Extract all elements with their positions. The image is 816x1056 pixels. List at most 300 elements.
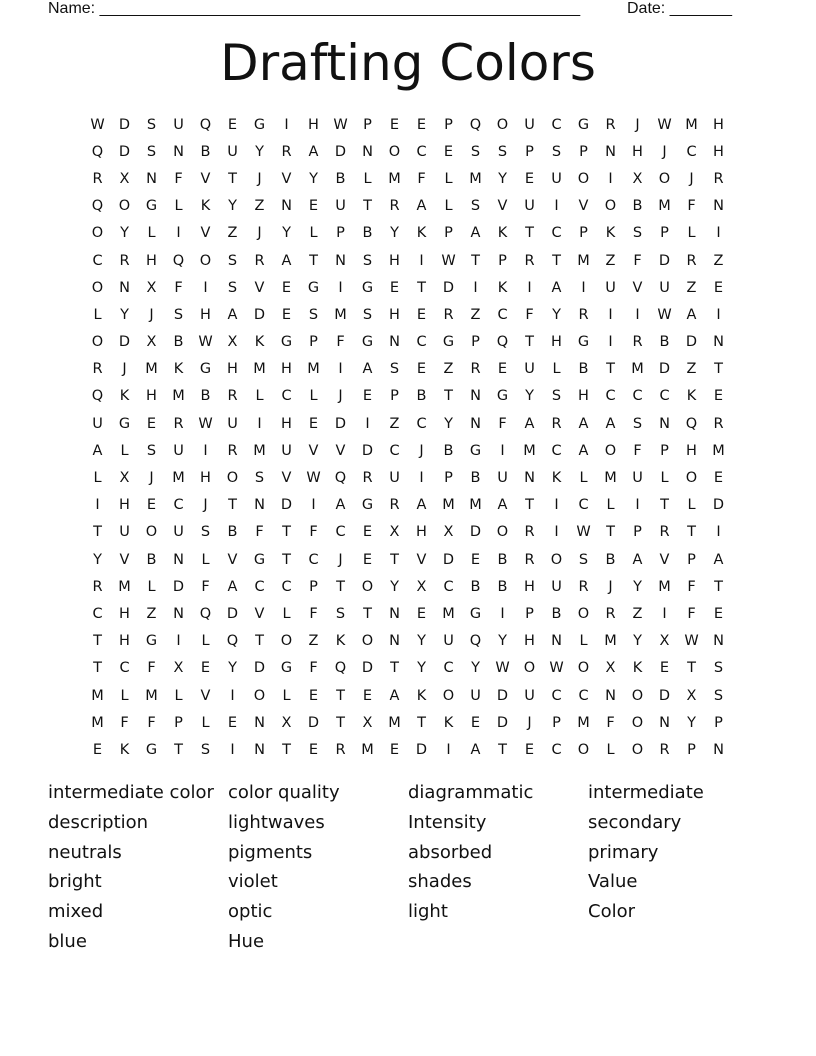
grid-letter: D	[118, 334, 131, 351]
grid-letter: E	[308, 415, 319, 432]
grid-letter: I	[176, 633, 181, 650]
grid-row	[84, 519, 732, 546]
grid-letter: Y	[498, 170, 507, 187]
grid-letter: I	[230, 741, 235, 758]
grid-letter: M	[658, 198, 671, 215]
grid-letter: N	[659, 714, 670, 731]
grid-letter: K	[497, 225, 508, 242]
grid-letter: I	[203, 442, 208, 459]
grid-letter: K	[173, 361, 184, 378]
grid-letter: M	[577, 252, 590, 269]
grid-letter: J	[149, 306, 154, 323]
grid-letter: H	[551, 334, 562, 351]
grid-letter: E	[713, 605, 724, 622]
grid-letter: B	[173, 334, 184, 351]
grid-letter: O	[226, 470, 239, 487]
grid-letter: S	[146, 442, 157, 459]
grid-letter: T	[687, 524, 696, 541]
grid-letter: K	[335, 633, 346, 650]
grid-letter: R	[713, 170, 724, 187]
page-title: Drafting Colors	[220, 34, 596, 92]
grid-letter: Z	[443, 361, 454, 378]
grid-letter: J	[203, 497, 208, 514]
grid-letter: V	[578, 198, 589, 215]
grid-letter: K	[686, 388, 697, 405]
grid-letter: F	[687, 605, 696, 622]
grid-letter: O	[118, 198, 131, 215]
word-bank-item: Hue	[228, 930, 265, 952]
grid-letter: H	[200, 306, 211, 323]
grid-letter: V	[227, 551, 238, 568]
grid-letter: S	[362, 252, 373, 269]
grid-letter: N	[470, 388, 481, 405]
grid-letter: E	[227, 116, 238, 133]
grid-letter: C	[659, 388, 670, 405]
grid-letter: D	[469, 524, 482, 541]
grid-letter: K	[605, 225, 616, 242]
grid-letter: I	[662, 605, 667, 622]
grid-letter: C	[119, 660, 130, 677]
grid-letter: C	[686, 143, 697, 160]
header	[48, 0, 748, 18]
grid-letter: W	[495, 660, 510, 677]
grid-letter: U	[524, 687, 535, 704]
grid-letter: D	[334, 415, 347, 432]
grid-letter: Y	[525, 388, 534, 405]
grid-letter: B	[146, 551, 157, 568]
grid-letter: Y	[228, 660, 237, 677]
grid-letter: O	[361, 578, 374, 595]
grid-letter: X	[686, 687, 697, 704]
grid-letter: I	[716, 524, 721, 541]
grid-letter: P	[687, 741, 696, 758]
grid-letter: A	[335, 497, 346, 514]
grid-letter: P	[633, 524, 642, 541]
grid-letter: M	[388, 170, 401, 187]
word-bank-item: optic	[228, 901, 273, 923]
grid-letter: T	[336, 714, 345, 731]
grid-letter: D	[658, 687, 671, 704]
grid-letter: O	[91, 279, 104, 296]
grid-letter: S	[254, 470, 265, 487]
grid-letter: L	[93, 470, 102, 487]
grid-letter: N	[173, 605, 184, 622]
grid-letter: Y	[471, 660, 480, 677]
grid-letter: O	[631, 687, 644, 704]
grid-letter: P	[444, 470, 453, 487]
grid-letter: E	[308, 741, 319, 758]
word-bank-item: Value	[588, 871, 638, 893]
grid-letter: J	[338, 388, 343, 405]
grid-letter: P	[552, 714, 561, 731]
grid-letter: W	[684, 633, 699, 650]
grid-letter: I	[554, 524, 559, 541]
grid-row	[84, 356, 732, 383]
grid-letter: F	[309, 660, 318, 677]
grid-letter: T	[174, 741, 183, 758]
grid-letter: I	[230, 687, 235, 704]
grid-row	[84, 220, 732, 247]
grid-letter: E	[146, 497, 157, 514]
grid-letter: O	[361, 633, 374, 650]
grid-letter: R	[389, 198, 400, 215]
grid-letter: I	[203, 279, 208, 296]
grid-letter: J	[608, 578, 613, 595]
grid-row	[84, 111, 732, 138]
grid-letter: J	[662, 143, 667, 160]
grid-letter: R	[524, 551, 535, 568]
grid-letter: E	[92, 741, 103, 758]
grid-letter: H	[281, 415, 292, 432]
grid-letter: X	[281, 714, 292, 731]
grid-letter: L	[444, 198, 453, 215]
grid-letter: P	[471, 334, 480, 351]
grid-letter: C	[416, 415, 427, 432]
grid-letter: L	[687, 497, 696, 514]
grid-letter: H	[119, 605, 130, 622]
grid-letter: C	[551, 741, 562, 758]
word-bank-item: secondary	[588, 811, 682, 833]
grid-letter: X	[443, 524, 454, 541]
grid-letter: M	[172, 470, 185, 487]
grid-letter: L	[660, 470, 669, 487]
grid-letter: Q	[334, 660, 347, 677]
grid-letter: W	[549, 660, 564, 677]
grid-letter: T	[363, 605, 372, 622]
grid-letter: L	[201, 714, 210, 731]
grid-letter: T	[525, 497, 534, 514]
grid-letter: U	[281, 442, 292, 459]
grid-letter: L	[282, 687, 291, 704]
grid-letter: B	[443, 442, 454, 459]
word-bank-item: violet	[228, 871, 278, 893]
grid-letter: N	[659, 415, 670, 432]
grid-letter: A	[470, 225, 481, 242]
grid-letter: Y	[120, 306, 129, 323]
grid-letter: E	[443, 143, 454, 160]
grid-letter: U	[524, 198, 535, 215]
grid-letter: I	[446, 741, 451, 758]
grid-letter: E	[470, 551, 481, 568]
grid-letter: X	[605, 660, 616, 677]
grid-letter: O	[523, 660, 536, 677]
grid-letter: V	[632, 279, 643, 296]
grid-letter: C	[605, 388, 616, 405]
grid-letter: O	[91, 334, 104, 351]
grid-letter: O	[496, 116, 509, 133]
grid-letter: I	[338, 279, 343, 296]
grid-letter: L	[579, 470, 588, 487]
grid-letter: H	[524, 633, 535, 650]
grid-letter: V	[254, 605, 265, 622]
grid-letter: M	[307, 361, 320, 378]
word-bank-item: blue	[48, 930, 87, 952]
grid-letter: R	[524, 524, 535, 541]
grid-letter: L	[120, 442, 129, 459]
grid-letter: F	[417, 170, 426, 187]
grid-letter: Y	[687, 714, 696, 731]
grid-letter: X	[146, 334, 157, 351]
grid-letter: R	[92, 170, 103, 187]
grid-letter: Q	[334, 470, 347, 487]
grid-letter: P	[444, 116, 453, 133]
grid-row	[84, 410, 732, 437]
grid-letter: E	[713, 388, 724, 405]
grid-letter: M	[91, 714, 104, 731]
grid-letter: H	[146, 388, 157, 405]
grid-letter: C	[254, 578, 265, 595]
grid-row	[84, 329, 732, 356]
grid-letter: H	[281, 361, 292, 378]
grid-letter: A	[497, 497, 508, 514]
grid-letter: L	[174, 687, 183, 704]
grid-letter: O	[496, 524, 509, 541]
grid-letter: D	[658, 361, 671, 378]
grid-letter: N	[173, 143, 184, 160]
grid-letter: B	[335, 170, 346, 187]
grid-letter: K	[200, 198, 211, 215]
grid-letter: O	[550, 551, 563, 568]
grid-letter: G	[361, 497, 374, 514]
grid-letter: C	[551, 687, 562, 704]
grid-letter: F	[606, 714, 615, 731]
grid-letter: M	[604, 633, 617, 650]
grid-letter: Y	[390, 578, 399, 595]
grid-letter: C	[308, 551, 319, 568]
grid-letter: L	[93, 306, 102, 323]
grid-letter: X	[632, 170, 643, 187]
grid-letter: R	[92, 578, 103, 595]
grid-letter: I	[554, 497, 559, 514]
grid-letter: T	[552, 252, 561, 269]
grid-letter: E	[389, 116, 400, 133]
grid-letter: F	[255, 524, 264, 541]
grid-letter: L	[687, 225, 696, 242]
grid-row	[84, 138, 732, 165]
grid-letter: I	[608, 170, 613, 187]
grid-letter: K	[443, 714, 454, 731]
grid-letter: X	[119, 170, 130, 187]
grid-letter: O	[577, 660, 590, 677]
grid-letter: L	[282, 605, 291, 622]
grid-letter: C	[551, 116, 562, 133]
grid-letter: Z	[254, 198, 265, 215]
grid-letter: C	[92, 605, 103, 622]
grid-row	[84, 165, 732, 192]
grid-letter: S	[146, 143, 157, 160]
grid-letter: P	[390, 388, 399, 405]
grid-letter: M	[442, 605, 455, 622]
grid-letter: L	[363, 170, 372, 187]
grid-letter: T	[498, 741, 507, 758]
grid-letter: C	[497, 306, 508, 323]
word-bank-item: intermediate	[588, 782, 704, 803]
grid-letter: M	[91, 687, 104, 704]
grid-letter: K	[551, 470, 562, 487]
grid-letter: T	[228, 170, 237, 187]
grid-letter: T	[309, 252, 318, 269]
grid-letter: H	[632, 143, 643, 160]
grid-letter: A	[227, 306, 238, 323]
grid-letter: S	[362, 306, 373, 323]
grid-letter: D	[496, 687, 509, 704]
grid-letter: G	[145, 198, 158, 215]
grid-letter: H	[389, 252, 400, 269]
grid-letter: I	[500, 442, 505, 459]
grid-letter: E	[389, 741, 400, 758]
grid-letter: R	[281, 143, 292, 160]
grid-letter: Q	[496, 334, 509, 351]
grid-letter: P	[579, 225, 588, 242]
grid-letter: B	[605, 551, 616, 568]
grid-letter: G	[253, 116, 266, 133]
grid-letter: A	[551, 279, 562, 296]
grid-letter: K	[119, 741, 130, 758]
grid-letter: F	[309, 605, 318, 622]
grid-letter: T	[282, 551, 291, 568]
grid-letter: U	[470, 687, 481, 704]
grid-letter: I	[608, 306, 613, 323]
grid-letter: A	[578, 415, 589, 432]
grid-letter: O	[442, 687, 455, 704]
grid-letter: R	[227, 388, 238, 405]
grid-letter: J	[122, 361, 127, 378]
grid-letter: Z	[389, 415, 400, 432]
grid-letter: N	[713, 633, 724, 650]
grid-letter: M	[604, 470, 617, 487]
grid-letter: L	[309, 388, 318, 405]
grid-letter: S	[470, 198, 481, 215]
grid-letter: V	[659, 551, 670, 568]
grid-letter: G	[307, 279, 320, 296]
grid-letter: J	[149, 470, 154, 487]
grid-letter: D	[118, 116, 131, 133]
grid-letter: K	[416, 225, 427, 242]
grid-letter: C	[389, 442, 400, 459]
grid-letter: R	[173, 415, 184, 432]
grid-letter: M	[253, 361, 266, 378]
grid-letter: Q	[469, 633, 482, 650]
grid-letter: L	[201, 551, 210, 568]
grid-letter: O	[685, 470, 698, 487]
grid-letter: O	[577, 605, 590, 622]
grid-letter: F	[201, 578, 210, 595]
grid-letter: R	[470, 361, 481, 378]
grid-row	[84, 464, 732, 491]
grid-letter: I	[473, 279, 478, 296]
grid-letter: L	[552, 361, 561, 378]
grid-letter: D	[253, 306, 266, 323]
grid-letter: U	[227, 415, 238, 432]
grid-letter: F	[147, 714, 156, 731]
grid-letter: T	[336, 687, 345, 704]
grid-letter: B	[632, 198, 643, 215]
grid-letter: T	[93, 633, 102, 650]
grid-letter: Y	[255, 143, 264, 160]
word-bank-item: Intensity	[408, 811, 487, 833]
grid-letter: R	[605, 116, 616, 133]
grid-letter: C	[281, 578, 292, 595]
grid-letter: G	[145, 741, 158, 758]
grid-letter: N	[389, 633, 400, 650]
grid-letter: B	[497, 578, 508, 595]
grid-letter: T	[417, 714, 426, 731]
grid-letter: E	[281, 279, 292, 296]
grid-letter: H	[686, 442, 697, 459]
grid-letter: F	[633, 442, 642, 459]
grid-letter: O	[631, 741, 644, 758]
grid-letter: Y	[552, 306, 561, 323]
grid-letter: D	[118, 143, 131, 160]
grid-letter: H	[578, 388, 589, 405]
grid-letter: W	[441, 252, 456, 269]
grid-letter: X	[173, 660, 184, 677]
grid-letter: I	[284, 116, 289, 133]
grid-row	[84, 682, 732, 709]
grid-letter: E	[308, 198, 319, 215]
grid-letter: X	[659, 633, 670, 650]
grid-letter: D	[280, 497, 293, 514]
grid-letter: C	[578, 497, 589, 514]
grid-letter: L	[120, 687, 129, 704]
grid-row	[84, 736, 732, 763]
grid-letter: A	[227, 578, 238, 595]
grid-letter: A	[470, 741, 481, 758]
grid-letter: A	[416, 497, 427, 514]
grid-letter: P	[660, 225, 669, 242]
grid-letter: Y	[228, 198, 237, 215]
grid-letter: E	[146, 415, 157, 432]
grid-letter: P	[687, 551, 696, 568]
grid-letter: T	[525, 225, 534, 242]
grid-letter: X	[227, 334, 238, 351]
grid-letter: A	[605, 415, 616, 432]
grid-letter: J	[527, 714, 532, 731]
grid-letter: C	[281, 388, 292, 405]
grid-letter: D	[253, 660, 266, 677]
grid-row	[84, 546, 732, 573]
grid-letter: N	[551, 633, 562, 650]
grid-letter: I	[311, 497, 316, 514]
grid-letter: D	[307, 714, 320, 731]
grid-letter: Q	[226, 633, 239, 650]
grid-letter: R	[443, 306, 454, 323]
letter-grid	[84, 111, 732, 764]
grid-letter: Y	[417, 633, 426, 650]
grid-letter: I	[500, 605, 505, 622]
grid-letter: M	[469, 497, 482, 514]
grid-letter: T	[93, 660, 102, 677]
grid-letter: I	[608, 334, 613, 351]
grid-letter: G	[577, 334, 590, 351]
grid-letter: W	[306, 470, 321, 487]
grid-letter: O	[631, 714, 644, 731]
grid-letter: V	[281, 170, 292, 187]
grid-letter: M	[469, 170, 482, 187]
grid-letter: M	[388, 714, 401, 731]
word-bank-item: primary	[588, 841, 659, 863]
word-bank-item: mixed	[48, 901, 104, 923]
grid-letter: Z	[227, 225, 238, 242]
grid-letter: U	[92, 415, 103, 432]
grid-letter: V	[200, 170, 211, 187]
grid-letter: M	[658, 578, 671, 595]
grid-letter: U	[119, 524, 130, 541]
grid-letter: M	[685, 116, 698, 133]
grid-letter: H	[713, 116, 724, 133]
grid-letter: Y	[444, 415, 453, 432]
word-bank-item: Color	[588, 901, 635, 923]
